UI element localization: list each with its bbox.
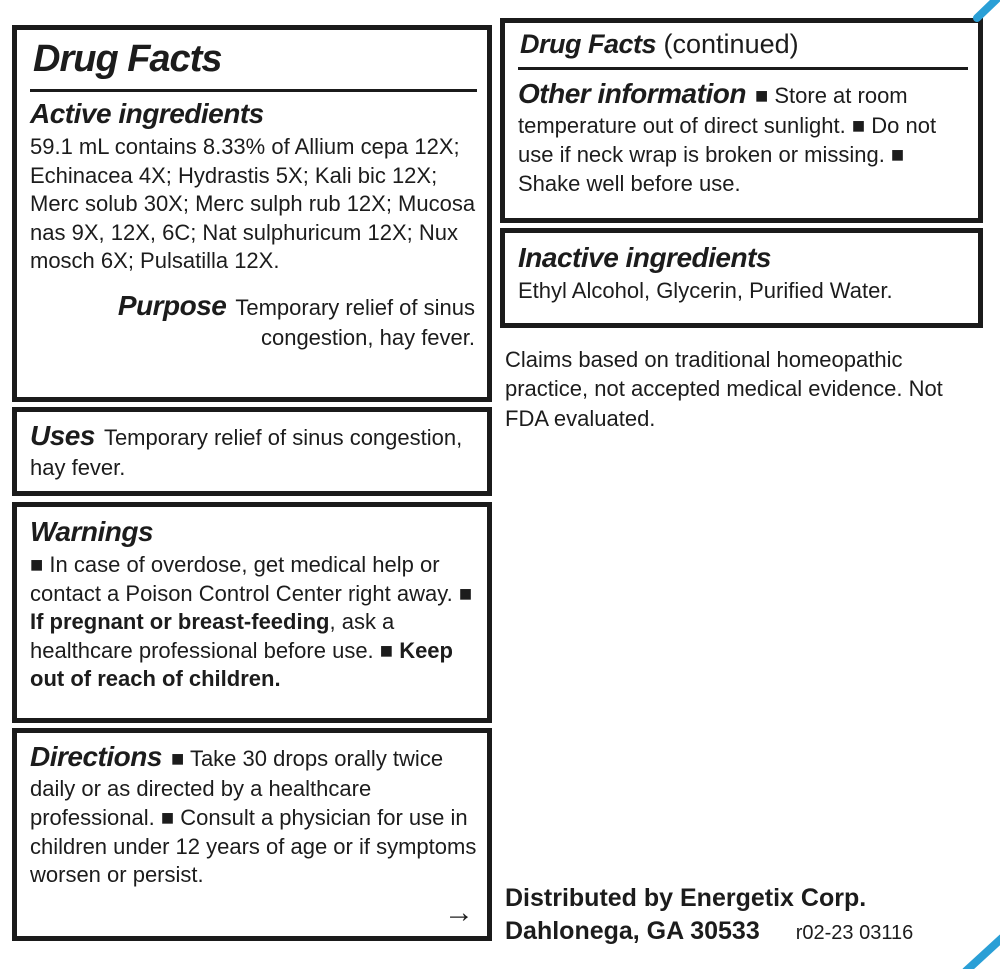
directions-heading: Directions bbox=[30, 740, 162, 772]
drug-facts-continued-suffix: (continued) bbox=[656, 29, 799, 59]
warnings-heading: Warnings bbox=[30, 515, 154, 547]
inactive-ingredients-panel bbox=[500, 228, 983, 328]
continue-arrow-icon: → bbox=[444, 895, 474, 929]
warnings-text: ■ In case of overdose, get medical help or contact a Poison Control Center right away. ■ If pregnant or breast-feeding, ask a healthcare professional before use. ■ Keep out of reach of children. bbox=[30, 551, 473, 692]
drug-facts-continued-panel bbox=[500, 18, 983, 223]
uses-heading: Uses bbox=[30, 420, 95, 451]
inactive-ingredients-text: Ethyl Alcohol, Glycerin, Purified Water. bbox=[518, 278, 893, 303]
drug-facts-title: Drug Facts bbox=[33, 38, 222, 80]
purpose-heading: Purpose bbox=[117, 289, 227, 321]
uses-section bbox=[30, 418, 477, 483]
uses-panel bbox=[12, 407, 492, 496]
drug-facts-continued-header bbox=[520, 29, 968, 60]
purpose-section bbox=[30, 288, 477, 353]
drug-facts-main-panel bbox=[12, 25, 492, 402]
other-information-heading: Other information bbox=[518, 78, 746, 109]
right-column bbox=[500, 18, 983, 963]
drug-facts-continued-title: Drug Facts bbox=[520, 29, 657, 59]
other-information-text: ■ Store at room temperature out of direct sunlight. ■ Do not use if neck wrap is broken or missing. ■ Shake well before use. bbox=[518, 83, 937, 196]
continued-divider bbox=[518, 67, 968, 70]
corner-mark-top-right-icon bbox=[977, 0, 1000, 18]
uses-text: Temporary relief of sinus congestion, hay fever. bbox=[30, 425, 463, 481]
distributor-block bbox=[505, 882, 983, 947]
distributor-address-row bbox=[505, 915, 983, 948]
revision-code: r02-23 03116 bbox=[795, 921, 914, 944]
left-column bbox=[12, 25, 492, 941]
active-ingredients-heading: Active ingredients bbox=[30, 98, 264, 129]
warnings-panel bbox=[12, 502, 492, 723]
inactive-ingredients-heading: Inactive ingredients bbox=[518, 242, 771, 273]
other-information-section bbox=[518, 76, 968, 198]
active-ingredients-text: 59.1 mL contains 8.33% of Allium cepa 12X; Echinacea 4X; Hydrastis 5X; Kali bic 12X; Merc solub 30X; Merc sulph rub 12X; Mucosa nas 9X, 12X, 6C; Nat sulphuricum 12X; Nux mosch 6X; Pulsatilla 12X. bbox=[30, 134, 476, 274]
directions-panel bbox=[12, 728, 492, 941]
claims-disclaimer-text: Claims based on traditional homeopathic practice, not accepted medical evidence. Not FDA evaluated. bbox=[505, 347, 943, 431]
distributor-name: Distributed by Energetix Corp. bbox=[505, 884, 867, 912]
directions-text: ■ Take 30 drops orally twice daily or as directed by a healthcare professional. ■ Consult a physician for use in children under 12 years of age or if symptoms worsen or persist. bbox=[30, 745, 477, 888]
directions-section bbox=[30, 739, 477, 890]
purpose-text: Temporary relief of sinus congestion, hay fever. bbox=[235, 294, 475, 351]
title-divider bbox=[30, 89, 477, 92]
distributor-address: Dahlonega, GA 30533 bbox=[505, 916, 760, 945]
